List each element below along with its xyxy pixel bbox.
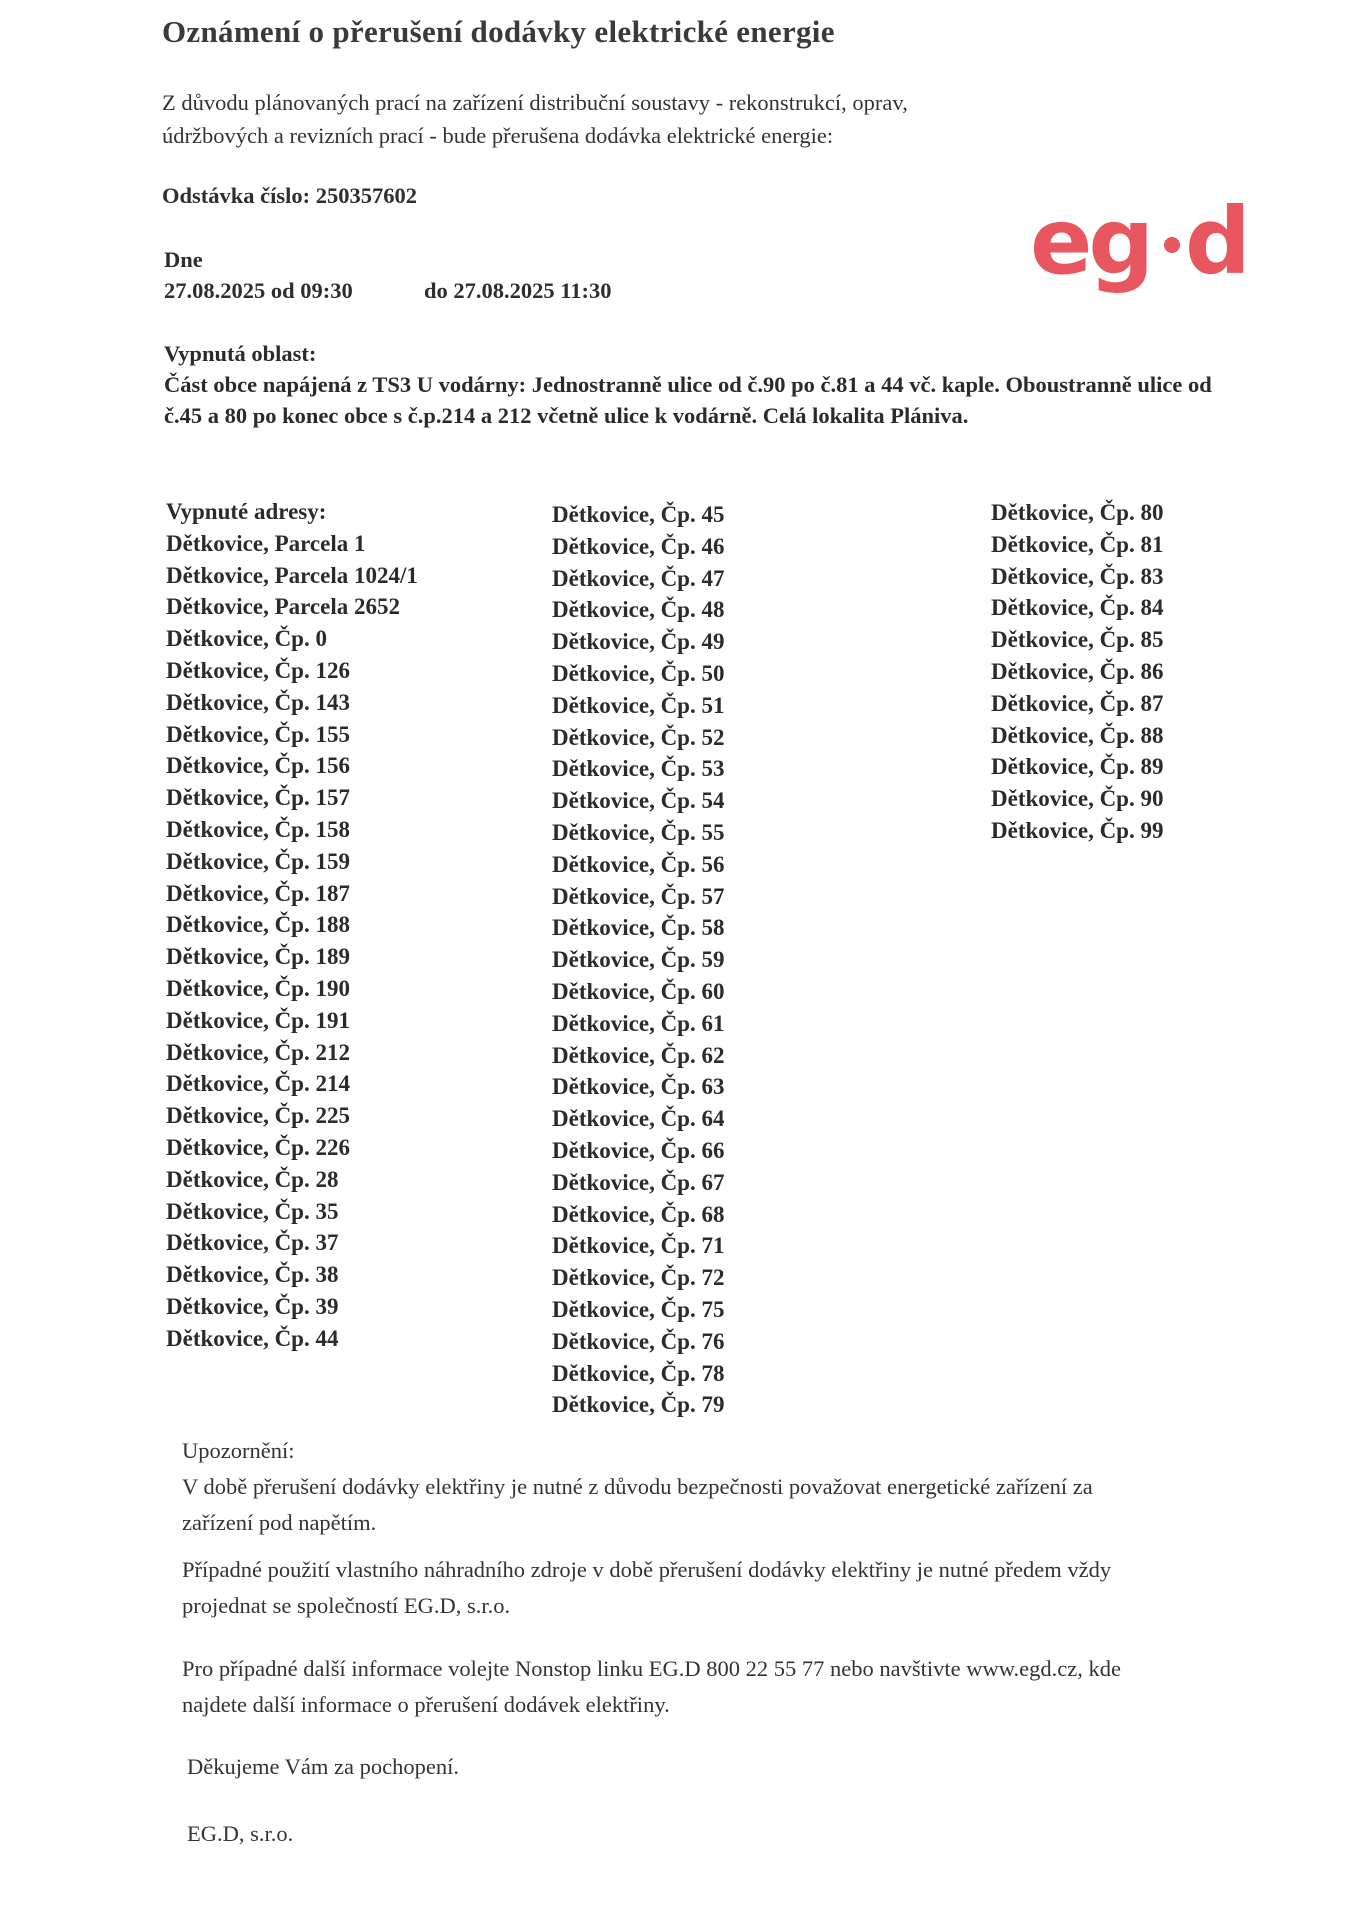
- address-item: Dětkovice, Čp. 62: [552, 1042, 725, 1068]
- address-item: Dětkovice, Čp. 81: [991, 531, 1164, 557]
- intro-line-1: Z důvodu plánovaných prací na zařízení distribuční soustavy - rekonstrukcí, oprav,: [162, 90, 908, 115]
- address-item: Dětkovice, Čp. 45: [552, 502, 725, 527]
- address-item: Dětkovice, Čp. 157: [166, 785, 350, 811]
- address-item: Dětkovice, Čp. 159: [166, 848, 350, 874]
- address-item: Dětkovice, Čp. 61: [552, 1010, 725, 1036]
- date-to: do 27.08.2025 11:30: [424, 278, 612, 303]
- notice-section: [182, 1433, 1162, 1541]
- address-item: Dětkovice, Čp. 86: [991, 658, 1164, 684]
- address-item: Dětkovice, Čp. 0: [166, 626, 327, 652]
- address-item: Dětkovice, Čp. 46: [552, 533, 725, 559]
- address-item: Dětkovice, Čp. 143: [166, 689, 350, 715]
- addresses-label: Vypnuté adresy:: [166, 499, 327, 524]
- address-item: Dětkovice, Čp. 44: [166, 1325, 339, 1351]
- address-item: Dětkovice, Čp. 226: [166, 1134, 350, 1160]
- date-from: 27.08.2025 od 09:30: [164, 278, 353, 303]
- address-item: Dětkovice, Parcela 1: [166, 530, 366, 556]
- address-item: Dětkovice, Čp. 83: [991, 563, 1164, 589]
- address-item: Dětkovice, Čp. 58: [552, 915, 725, 941]
- address-item: Dětkovice, Čp. 56: [552, 851, 725, 877]
- address-item: Dětkovice, Čp. 63: [552, 1074, 725, 1100]
- address-item: Dětkovice, Čp. 57: [552, 883, 725, 909]
- notice-label: Upozornění:: [182, 1438, 295, 1463]
- address-item: Dětkovice, Čp. 49: [552, 629, 725, 655]
- address-item: Dětkovice, Čp. 191: [166, 1007, 350, 1033]
- address-item: Dětkovice, Čp. 89: [991, 754, 1164, 780]
- egd-logo-icon: [1030, 195, 1270, 305]
- address-item: Dětkovice, Čp. 38: [166, 1262, 339, 1288]
- address-item: Dětkovice, Čp. 155: [166, 721, 350, 747]
- address-item: Dětkovice, Čp. 47: [552, 565, 725, 591]
- area-description: Část obce napájená z TS3 U vodárny: Jednostranně ulice od č.90 po č.81 a 44 vč. kaple. Oboustranně ulice od č.45 a 80 po konec obce s č.p.214 a 212 včetně ulice k vodárně. Celá lokalita Plániva.: [164, 372, 1212, 428]
- address-item: Dětkovice, Čp. 188: [166, 912, 350, 938]
- address-item: Dětkovice, Čp. 158: [166, 816, 350, 842]
- address-item: Dětkovice, Čp. 64: [552, 1106, 725, 1132]
- address-item: Dětkovice, Čp. 37: [166, 1230, 339, 1256]
- address-item: Dětkovice, Čp. 67: [552, 1169, 725, 1195]
- signature: EG.D, s.r.o.: [187, 1821, 294, 1846]
- svg-text:d: d: [1185, 195, 1251, 295]
- address-item: Dětkovice, Čp. 225: [166, 1103, 350, 1129]
- address-item: Dětkovice, Čp. 35: [166, 1198, 339, 1224]
- address-item: Dětkovice, Parcela 1024/1: [166, 562, 418, 588]
- address-item: Dětkovice, Čp. 190: [166, 975, 350, 1001]
- address-item: Dětkovice, Čp. 187: [166, 880, 350, 906]
- area-label: Vypnutá oblast:: [164, 341, 317, 366]
- address-item: Dětkovice, Čp. 68: [552, 1201, 725, 1227]
- address-item: Dětkovice, Čp. 51: [552, 692, 725, 718]
- address-item: Dětkovice, Čp. 59: [552, 947, 725, 973]
- svg-text:eg: eg: [1030, 195, 1151, 295]
- address-item: Dětkovice, Čp. 214: [166, 1071, 350, 1097]
- notice-safety: V době přerušení dodávky elektřiny je nutné z důvodu bezpečnosti považovat energetické zařízení za zařízení pod napětím.: [182, 1474, 1093, 1535]
- address-item: Dětkovice, Čp. 71: [552, 1233, 725, 1259]
- address-item: Dětkovice, Čp. 126: [166, 657, 350, 683]
- address-item: Dětkovice, Čp. 90: [991, 786, 1164, 812]
- address-item: Dětkovice, Čp. 156: [166, 753, 350, 779]
- address-item: Dětkovice, Čp. 87: [991, 690, 1164, 716]
- address-item: Dětkovice, Čp. 55: [552, 819, 725, 845]
- address-item: Dětkovice, Čp. 212: [166, 1039, 350, 1065]
- address-item: Dětkovice, Čp. 28: [166, 1166, 339, 1192]
- egd-logo: [1030, 195, 1270, 305]
- address-item: Dětkovice, Čp. 39: [166, 1293, 339, 1319]
- address-item: Dětkovice, Čp. 48: [552, 597, 725, 623]
- address-item: Dětkovice, Čp. 88: [991, 722, 1164, 748]
- intro-line-2: údržbových a revizních prací - bude přerušena dodávka elektrické energie:: [162, 123, 834, 148]
- address-column-1: [166, 496, 418, 1355]
- address-item: Dětkovice, Čp. 80: [991, 500, 1164, 525]
- address-item: Dětkovice, Čp. 85: [991, 627, 1164, 653]
- address-item: Dětkovice, Čp. 84: [991, 595, 1164, 621]
- address-item: Dětkovice, Čp. 54: [552, 788, 725, 814]
- address-item: Dětkovice, Čp. 99: [991, 817, 1164, 843]
- outage-area: [164, 338, 1254, 431]
- date-label: Dne: [164, 247, 203, 272]
- notice-own-source: Případné použití vlastního náhradního zdroje v době přerušení dodávky elektřiny je nutné předem vždy projednat se společností EG.D, s.r.o.: [182, 1557, 1112, 1618]
- outage-number: Odstávka číslo: 250357602: [162, 183, 418, 208]
- address-item: Dětkovice, Čp. 75: [552, 1296, 725, 1322]
- address-item: Dětkovice, Čp. 50: [552, 660, 725, 686]
- notice-thanks: Děkujeme Vám za pochopení.: [187, 1754, 459, 1779]
- address-item: Dětkovice, Parcela 2652: [166, 594, 400, 620]
- address-item: Dětkovice, Čp. 76: [552, 1328, 725, 1354]
- address-item: Dětkovice, Čp. 72: [552, 1265, 725, 1291]
- address-item: Dětkovice, Čp. 52: [552, 724, 725, 750]
- notice-info: Pro případné další informace volejte Nonstop linku EG.D 800 22 55 77 nebo navštivte www.egd.cz, kde najdete další informace o přerušení dodávek elektřiny.: [182, 1656, 1121, 1717]
- address-item: Dětkovice, Čp. 53: [552, 756, 725, 782]
- address-item: Dětkovice, Čp. 78: [552, 1360, 725, 1386]
- address-item: Dětkovice, Čp. 79: [552, 1392, 725, 1418]
- intro-paragraph: [162, 86, 1162, 152]
- address-item: Dětkovice, Čp. 66: [552, 1137, 725, 1163]
- address-column-3: [991, 497, 1163, 847]
- address-item: Dětkovice, Čp. 189: [166, 944, 350, 970]
- address-item: Dětkovice, Čp. 60: [552, 978, 725, 1004]
- page-title: Oznámení o přerušení dodávky elektrické energie: [162, 14, 835, 49]
- address-column-2: [552, 499, 724, 1421]
